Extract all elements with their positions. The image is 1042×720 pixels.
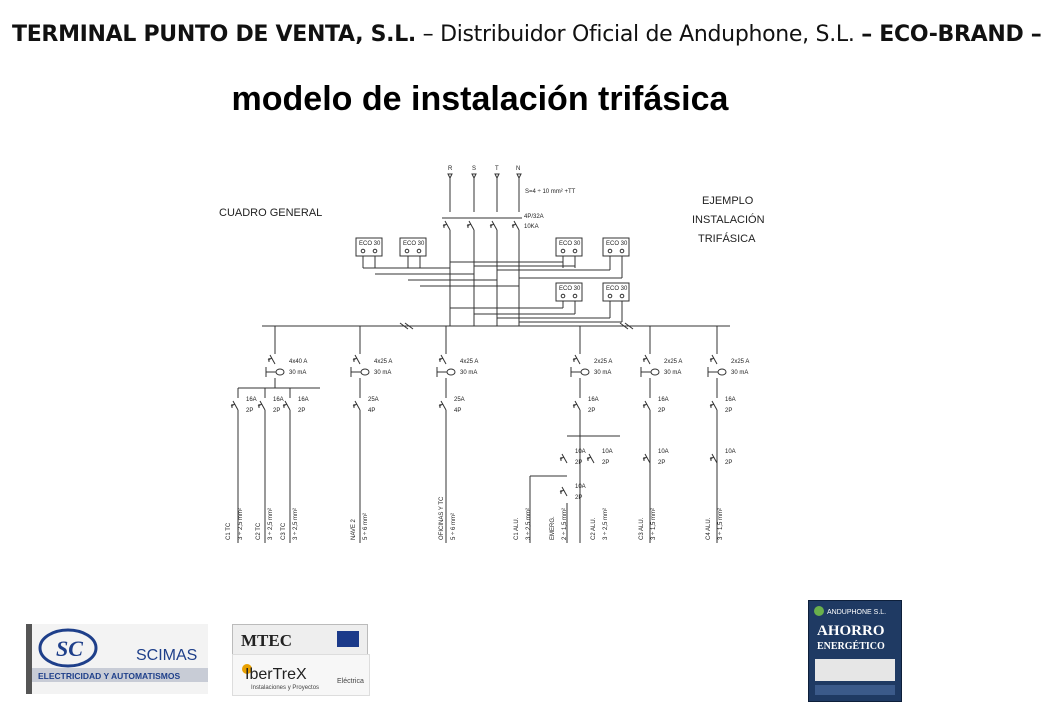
eco-maker: ANDUPHONE S.L. xyxy=(827,609,887,616)
circuit-cable: 3 ÷ 2,5 mm² xyxy=(293,508,299,540)
circuit-cable: 3 ÷ 2,5 mm² xyxy=(526,508,532,540)
phase-arrow-icon xyxy=(495,174,499,178)
ibertrex-side: Eléctrica xyxy=(337,678,364,685)
eco-module-label: ECO 30 xyxy=(606,286,628,292)
sub-breaker-amps: 10A xyxy=(602,449,613,455)
differential-rating: 2x25 A xyxy=(594,359,613,365)
circuit-name: EMERG. xyxy=(550,516,556,540)
circuit-cable: 5 ÷ 6 mm² xyxy=(451,513,457,540)
differential-switch xyxy=(645,355,650,364)
ibertrex-sub: Instalaciones y Proyectos xyxy=(251,685,320,691)
main-breaker-label-2: 10KA xyxy=(524,224,539,230)
differential-sensitivity: 30 mA xyxy=(460,370,478,376)
eco-module-label: ECO 30 xyxy=(559,286,581,292)
circuit-name: OFICINAS Y TC xyxy=(439,496,445,540)
differential-switch xyxy=(355,355,360,364)
differential-sensitivity: 30 mA xyxy=(664,370,682,376)
eco-module-label: ECO 30 xyxy=(359,241,381,247)
breaker-poles: 4P xyxy=(368,408,376,414)
sub-breaker-poles: 2P xyxy=(575,460,583,466)
sub-breaker-poles: 2P xyxy=(575,495,583,501)
differential-rating: 2x25 A xyxy=(664,359,683,365)
wiring-diagram xyxy=(210,158,770,558)
main-switch xyxy=(492,221,497,230)
product-label-icon xyxy=(815,659,895,681)
differential-sensitivity: 30 mA xyxy=(374,370,392,376)
eco-module-label: ECO 30 xyxy=(559,241,581,247)
differential-rating: 4x40 A xyxy=(289,359,308,365)
differential-icon xyxy=(718,369,726,375)
ibertrex-logo xyxy=(232,654,370,696)
ejemplo-label-1: EJEMPLO xyxy=(702,195,754,207)
circuit-name: C3 TC xyxy=(281,522,287,540)
breaker-poles: 2P xyxy=(658,408,666,414)
circuit-cable: 3 ÷ 1,5 mm² xyxy=(718,508,724,540)
phase-r-label: R xyxy=(448,166,453,172)
page-header xyxy=(12,22,1042,47)
differential-sensitivity: 30 mA xyxy=(289,370,307,376)
differential-switch xyxy=(441,355,446,364)
differential-rating: 4x25 A xyxy=(374,359,393,365)
scimas-name: SCIMAS xyxy=(136,647,198,664)
phase-arrow-icon xyxy=(448,174,452,178)
sub-breaker-amps: 10A xyxy=(575,449,586,455)
circuit-cable: 3 ÷ 2,5 mm² xyxy=(603,508,609,540)
breaker-amps: 16A xyxy=(588,397,599,403)
phase-arrow-icon xyxy=(472,174,476,178)
sub-breaker-poles: 2P xyxy=(602,460,610,466)
sub-breaker-amps: 10A xyxy=(575,484,586,490)
circuit-name: C4 ALU. xyxy=(706,517,712,540)
breaker-switch xyxy=(285,401,290,410)
differential-switch xyxy=(575,355,580,364)
circuit-name: C2 TC xyxy=(256,522,262,540)
breaker-amps: 16A xyxy=(246,397,257,403)
phase-arrow-icon xyxy=(517,174,521,178)
main-breaker-label-1: 4P/32A xyxy=(524,214,544,220)
sub-breaker-switch xyxy=(562,487,567,496)
breaker-switch xyxy=(441,401,446,410)
circuit-cable: 3 ÷ 2,5 mm² xyxy=(268,508,274,540)
circuit-labels xyxy=(226,359,749,540)
breaker-switch xyxy=(233,401,238,410)
mtec-name: MTEC xyxy=(241,631,292,650)
circuit-cable: 5 ÷ 6 mm² xyxy=(363,513,369,540)
phase-t-label: T xyxy=(495,166,499,172)
sub-breaker-switch xyxy=(562,454,567,463)
differential-rating: 4x25 A xyxy=(460,359,479,365)
differential-switch xyxy=(712,355,717,364)
distributor-text: – Distribuidor Oficial de Anduphone, S.L. xyxy=(415,22,862,47)
circuit-cable: 2 ÷ 1,5 mm² xyxy=(562,508,568,540)
circuit-name: C3 ALU. xyxy=(639,517,645,540)
phase-s-label: S xyxy=(472,166,477,172)
breaker-switch xyxy=(260,401,265,410)
circuit-name: NAVE 2 xyxy=(351,519,357,540)
breaker-poles: 2P xyxy=(246,408,254,414)
scimas-logo xyxy=(26,624,208,694)
breaker-poles: 2P xyxy=(273,408,281,414)
ejemplo-label-3: TRIFÁSICA xyxy=(698,233,756,245)
sub-breaker-poles: 2P xyxy=(658,460,666,466)
main-switch xyxy=(514,221,519,230)
breaker-amps: 25A xyxy=(368,397,379,403)
main-switch xyxy=(445,221,450,230)
brand-text: – ECO-BRAND – xyxy=(861,22,1042,47)
scimas-tagline: ELECTRICIDAD Y AUTOMATISMOS xyxy=(38,671,181,681)
differential-icon xyxy=(447,369,455,375)
breaker-switch xyxy=(712,401,717,410)
differential-switch xyxy=(270,355,275,364)
circuit-name: C2 ALU. xyxy=(591,517,597,540)
circuit-cable: 3 ÷ 1,5 mm² xyxy=(651,508,657,540)
mtec-logo xyxy=(232,624,368,656)
differential-sensitivity: 30 mA xyxy=(594,370,612,376)
main-switch xyxy=(469,221,474,230)
circuit-name: C1 TC xyxy=(226,522,232,540)
differential-rating: 2x25 A xyxy=(731,359,750,365)
cuadro-general-label: CUADRO GENERAL xyxy=(219,207,323,219)
breaker-poles: 2P xyxy=(725,408,733,414)
breaker-amps: 25A xyxy=(454,397,465,403)
company-name: TERMINAL PUNTO DE VENTA, S.L. xyxy=(12,22,416,47)
breaker-amps: 16A xyxy=(658,397,669,403)
breaker-poles: 2P xyxy=(588,408,596,414)
breaker-amps: 16A xyxy=(725,397,736,403)
eco-module-label: ECO 30 xyxy=(403,241,425,247)
breaker-amps: 16A xyxy=(273,397,284,403)
differential-icon xyxy=(581,369,589,375)
sub-breaker-poles: 2P xyxy=(725,460,733,466)
eco-line2: ENERGÉTICO xyxy=(817,641,885,652)
breaker-poles: 2P xyxy=(298,408,306,414)
anduphone-icon xyxy=(814,606,824,616)
ibertrex-name: IberTreX xyxy=(245,666,307,683)
scimas-mark: SC xyxy=(56,636,83,661)
sub-breaker-switch xyxy=(589,454,594,463)
page-title: modelo de instalación trifásica xyxy=(231,80,729,118)
breaker-switch xyxy=(645,401,650,410)
breaker-poles: 4P xyxy=(454,408,462,414)
circuit-name: C1 ALU. xyxy=(514,517,520,540)
differential-icon xyxy=(361,369,369,375)
eco-product-logo xyxy=(808,600,902,702)
breaker-switch xyxy=(575,401,580,410)
differential-icon xyxy=(651,369,659,375)
eco-line1: AHORRO xyxy=(817,623,885,639)
phase-n-label: N xyxy=(516,166,521,172)
sub-breaker-switch xyxy=(645,454,650,463)
breaker-amps: 16A xyxy=(298,397,309,403)
sub-breaker-amps: 10A xyxy=(725,449,736,455)
eco-module-label: ECO 30 xyxy=(606,241,628,247)
circuit-cable: 3 ÷ 2,5 mm² xyxy=(238,508,244,540)
eu-flag-icon xyxy=(337,631,359,647)
section-label: S=4 ÷ 10 mm² +TT xyxy=(525,189,576,195)
ejemplo-label-2: INSTALACIÓN xyxy=(692,214,765,226)
sub-breaker-amps: 10A xyxy=(658,449,669,455)
sub-breaker-switch xyxy=(712,454,717,463)
differential-sensitivity: 30 mA xyxy=(731,370,749,376)
breaker-switch xyxy=(355,401,360,410)
differential-icon xyxy=(276,369,284,375)
